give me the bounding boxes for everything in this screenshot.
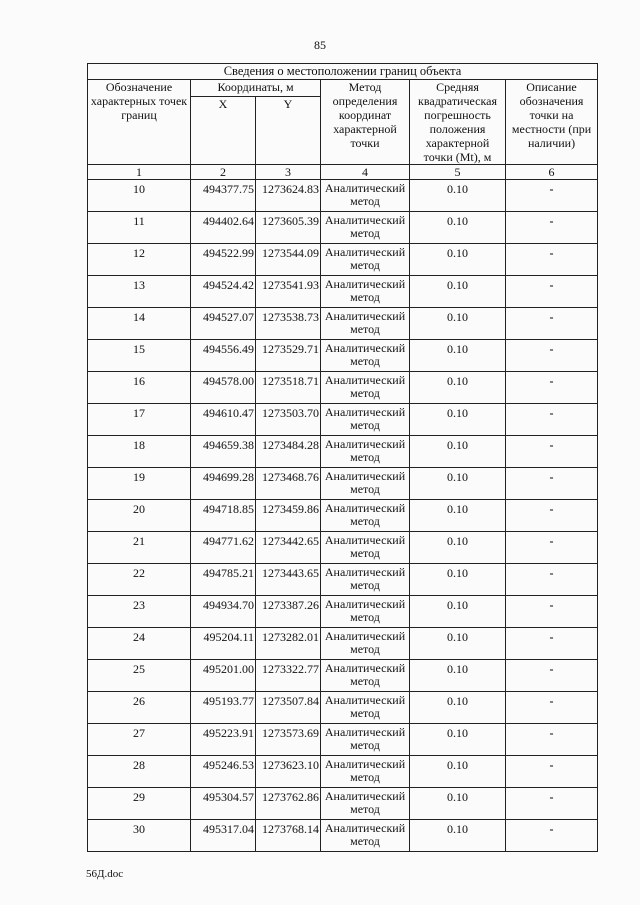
method-cell: Аналитический метод — [321, 532, 410, 564]
table-row — [88, 372, 598, 404]
y-coordinate-cell: 1273322.77 — [256, 660, 321, 692]
point-cell: 23 — [88, 596, 191, 628]
method-cell: Аналитический метод — [321, 724, 410, 756]
method-cell: Аналитический метод — [321, 692, 410, 724]
method-cell: Аналитический метод — [321, 180, 410, 212]
accuracy-cell: 0.10 — [410, 468, 506, 500]
table-row — [88, 308, 598, 340]
accuracy-cell: 0.10 — [410, 212, 506, 244]
point-cell: 17 — [88, 404, 191, 436]
description-cell: - — [506, 404, 598, 436]
table-row — [88, 660, 598, 692]
accuracy-cell: 0.10 — [410, 660, 506, 692]
point-cell: 30 — [88, 820, 191, 852]
y-coordinate-cell: 1273624.83 — [256, 180, 321, 212]
x-coordinate-cell: 494934.70 — [191, 596, 256, 628]
table-row — [88, 756, 598, 788]
description-cell: - — [506, 756, 598, 788]
x-coordinate-cell: 495201.00 — [191, 660, 256, 692]
point-cell: 15 — [88, 340, 191, 372]
description-cell: - — [506, 244, 598, 276]
y-coordinate-cell: 1273507.84 — [256, 692, 321, 724]
boundary-points-table — [87, 63, 598, 852]
accuracy-cell: 0.10 — [410, 532, 506, 564]
point-cell: 27 — [88, 724, 191, 756]
description-cell: - — [506, 532, 598, 564]
accuracy-cell: 0.10 — [410, 276, 506, 308]
y-coordinate-cell: 1273518.71 — [256, 372, 321, 404]
x-coordinate-cell: 494699.28 — [191, 468, 256, 500]
method-cell: Аналитический метод — [321, 468, 410, 500]
method-cell: Аналитический метод — [321, 756, 410, 788]
y-coordinate-cell: 1273282.01 — [256, 628, 321, 660]
page-number: 85 — [314, 38, 326, 52]
description-cell: - — [506, 308, 598, 340]
accuracy-cell: 0.10 — [410, 724, 506, 756]
method-cell: Аналитический метод — [321, 500, 410, 532]
x-coordinate-cell: 495193.77 — [191, 692, 256, 724]
y-coordinate-cell: 1273387.26 — [256, 596, 321, 628]
method-cell: Аналитический метод — [321, 596, 410, 628]
accuracy-cell: 0.10 — [410, 340, 506, 372]
table-row — [88, 404, 598, 436]
point-cell: 28 — [88, 756, 191, 788]
header-coords: Координаты, м — [191, 80, 321, 97]
point-cell: 24 — [88, 628, 191, 660]
y-coordinate-cell: 1273605.39 — [256, 212, 321, 244]
point-cell: 18 — [88, 436, 191, 468]
point-cell: 19 — [88, 468, 191, 500]
column-number: 6 — [506, 165, 598, 180]
table-row — [88, 340, 598, 372]
column-number: 3 — [256, 165, 321, 180]
table-row — [88, 692, 598, 724]
description-cell: - — [506, 692, 598, 724]
point-cell: 29 — [88, 788, 191, 820]
y-coordinate-cell: 1273468.76 — [256, 468, 321, 500]
x-coordinate-cell: 495246.53 — [191, 756, 256, 788]
header-x: X — [191, 96, 256, 164]
x-coordinate-cell: 494556.49 — [191, 340, 256, 372]
y-coordinate-cell: 1273541.93 — [256, 276, 321, 308]
x-coordinate-cell: 494522.99 — [191, 244, 256, 276]
x-coordinate-cell: 494659.38 — [191, 436, 256, 468]
description-cell: - — [506, 628, 598, 660]
description-cell: - — [506, 372, 598, 404]
accuracy-cell: 0.10 — [410, 692, 506, 724]
method-cell: Аналитический метод — [321, 788, 410, 820]
description-cell: - — [506, 436, 598, 468]
description-cell: - — [506, 500, 598, 532]
accuracy-cell: 0.10 — [410, 436, 506, 468]
point-cell: 26 — [88, 692, 191, 724]
table-row — [88, 244, 598, 276]
point-cell: 20 — [88, 500, 191, 532]
description-cell: - — [506, 596, 598, 628]
x-coordinate-cell: 494771.62 — [191, 532, 256, 564]
method-cell: Аналитический метод — [321, 372, 410, 404]
header-description: Описание обозначения точки на местности (при наличии) — [506, 80, 598, 165]
x-coordinate-cell: 494610.47 — [191, 404, 256, 436]
y-coordinate-cell: 1273459.86 — [256, 500, 321, 532]
description-cell: - — [506, 724, 598, 756]
description-cell: - — [506, 564, 598, 596]
table-row — [88, 532, 598, 564]
accuracy-cell: 0.10 — [410, 244, 506, 276]
table-row — [88, 820, 598, 852]
y-coordinate-cell: 1273573.69 — [256, 724, 321, 756]
method-cell: Аналитический метод — [321, 436, 410, 468]
point-cell: 12 — [88, 244, 191, 276]
method-cell: Аналитический метод — [321, 404, 410, 436]
footer-filename: 56Д.doc — [86, 868, 124, 880]
point-cell: 13 — [88, 276, 191, 308]
table-row — [88, 564, 598, 596]
y-coordinate-cell: 1273623.10 — [256, 756, 321, 788]
table-row — [88, 596, 598, 628]
description-cell: - — [506, 468, 598, 500]
method-cell: Аналитический метод — [321, 340, 410, 372]
y-coordinate-cell: 1273443.65 — [256, 564, 321, 596]
column-number: 4 — [321, 165, 410, 180]
column-number: 1 — [88, 165, 191, 180]
method-cell: Аналитический метод — [321, 276, 410, 308]
accuracy-cell: 0.10 — [410, 628, 506, 660]
method-cell: Аналитический метод — [321, 820, 410, 852]
point-cell: 10 — [88, 180, 191, 212]
description-cell: - — [506, 180, 598, 212]
description-cell: - — [506, 276, 598, 308]
point-cell: 16 — [88, 372, 191, 404]
accuracy-cell: 0.10 — [410, 788, 506, 820]
x-coordinate-cell: 495223.91 — [191, 724, 256, 756]
method-cell: Аналитический метод — [321, 244, 410, 276]
x-coordinate-cell: 495317.04 — [191, 820, 256, 852]
description-cell: - — [506, 340, 598, 372]
y-coordinate-cell: 1273442.65 — [256, 532, 321, 564]
accuracy-cell: 0.10 — [410, 404, 506, 436]
point-cell: 11 — [88, 212, 191, 244]
description-cell: - — [506, 660, 598, 692]
description-cell: - — [506, 212, 598, 244]
column-number: 5 — [410, 165, 506, 180]
accuracy-cell: 0.10 — [410, 308, 506, 340]
accuracy-cell: 0.10 — [410, 180, 506, 212]
y-coordinate-cell: 1273538.73 — [256, 308, 321, 340]
y-coordinate-cell: 1273503.70 — [256, 404, 321, 436]
method-cell: Аналитический метод — [321, 308, 410, 340]
x-coordinate-cell: 494524.42 — [191, 276, 256, 308]
column-number-row — [88, 165, 598, 180]
y-coordinate-cell: 1273544.09 — [256, 244, 321, 276]
header-y: Y — [256, 96, 321, 164]
y-coordinate-cell: 1273768.14 — [256, 820, 321, 852]
point-cell: 22 — [88, 564, 191, 596]
table-row — [88, 724, 598, 756]
accuracy-cell: 0.10 — [410, 820, 506, 852]
x-coordinate-cell: 495204.11 — [191, 628, 256, 660]
accuracy-cell: 0.10 — [410, 596, 506, 628]
table-title: Сведения о местоположении границ объекта — [88, 64, 598, 80]
x-coordinate-cell: 494402.64 — [191, 212, 256, 244]
x-coordinate-cell: 494718.85 — [191, 500, 256, 532]
table-row — [88, 628, 598, 660]
x-coordinate-cell: 494578.00 — [191, 372, 256, 404]
y-coordinate-cell: 1273484.28 — [256, 436, 321, 468]
header-method: Метод определения координат характерной точки — [321, 80, 410, 165]
table-row — [88, 180, 598, 212]
table-row — [88, 436, 598, 468]
method-cell: Аналитический метод — [321, 212, 410, 244]
description-cell: - — [506, 820, 598, 852]
point-cell: 14 — [88, 308, 191, 340]
method-cell: Аналитический метод — [321, 564, 410, 596]
y-coordinate-cell: 1273529.71 — [256, 340, 321, 372]
accuracy-cell: 0.10 — [410, 756, 506, 788]
y-coordinate-cell: 1273762.86 — [256, 788, 321, 820]
accuracy-cell: 0.10 — [410, 500, 506, 532]
point-cell: 25 — [88, 660, 191, 692]
x-coordinate-cell: 494785.21 — [191, 564, 256, 596]
table-row — [88, 788, 598, 820]
point-cell: 21 — [88, 532, 191, 564]
accuracy-cell: 0.10 — [410, 372, 506, 404]
column-number: 2 — [191, 165, 256, 180]
description-cell: - — [506, 788, 598, 820]
table-row — [88, 276, 598, 308]
header-accuracy: Средняя квадратическая погрешность положения характерной точки (Mt), м — [410, 80, 506, 165]
x-coordinate-cell: 495304.57 — [191, 788, 256, 820]
table-row — [88, 212, 598, 244]
method-cell: Аналитический метод — [321, 660, 410, 692]
accuracy-cell: 0.10 — [410, 564, 506, 596]
method-cell: Аналитический метод — [321, 628, 410, 660]
table-row — [88, 468, 598, 500]
header-point: Обозначение характерных точек границ — [88, 80, 191, 165]
table-row — [88, 500, 598, 532]
x-coordinate-cell: 494527.07 — [191, 308, 256, 340]
x-coordinate-cell: 494377.75 — [191, 180, 256, 212]
